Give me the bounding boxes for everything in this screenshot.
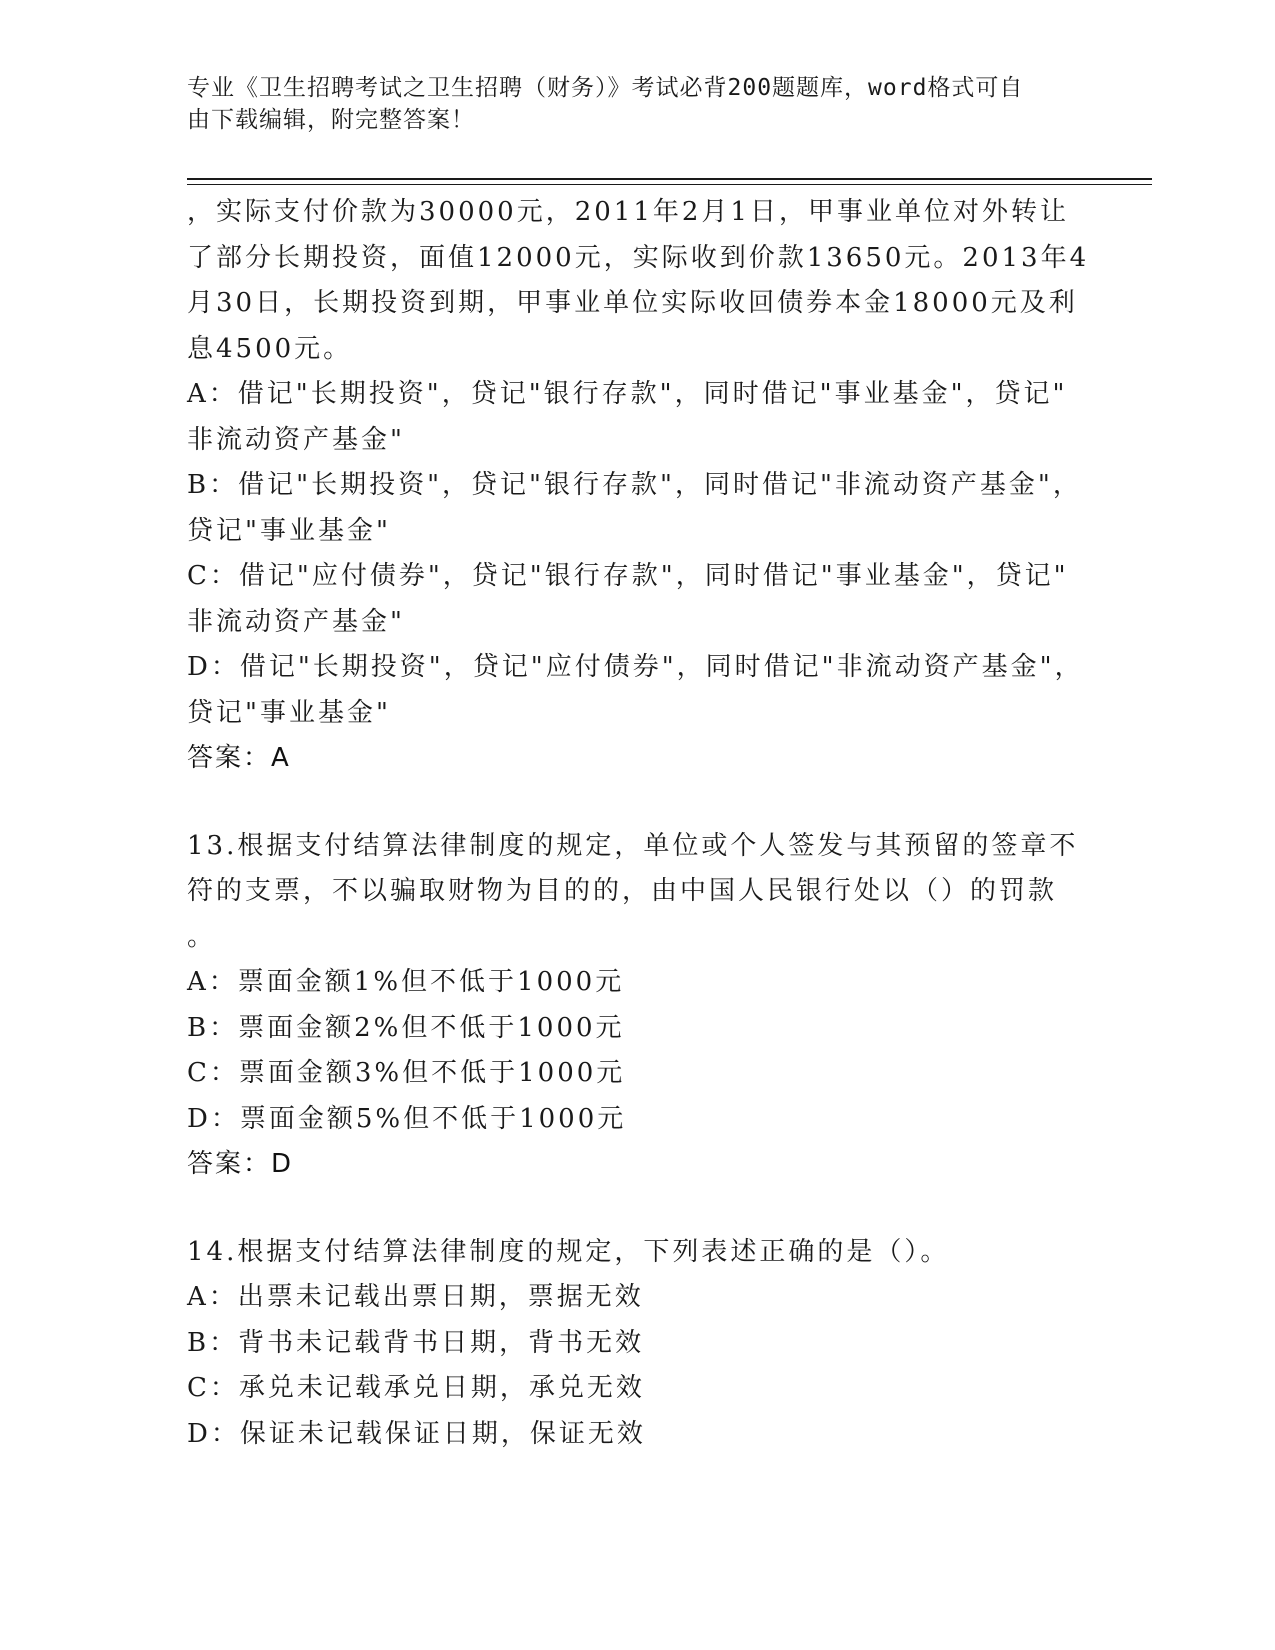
question-stem-line: 14.根据支付结算法律制度的规定，下列表述正确的是（）。 [187,1236,950,1267]
question-stem-line: 息4500元。 [187,333,353,364]
header-divider [187,178,1152,180]
answer-label: 答案：A [187,743,291,773]
option-d: D：保证未记载保证日期，保证无效 [187,1418,646,1449]
question-stem-line: ，实际支付价款为30000元，2011年2月1日，甲事业单位对外转让 [187,197,1069,227]
option-b: B：借记"长期投资"，贷记"银行存款"，同时借记"非流动资产基金"， [187,470,1082,500]
question-stem-line: 13.根据支付结算法律制度的规定，单位或个人签发与其预留的签章不 [187,830,1079,861]
option-c: C：借记"应付债券"，贷记"银行存款"，同时借记"事业基金"，贷记" [187,561,1069,591]
question-stem-line: 。 [187,921,217,952]
option-d: D：借记"长期投资"，贷记"应付债券"，同时借记"非流动资产基金"， [187,652,1084,682]
option-c: C：票面金额3%但不低于1000元 [187,1058,626,1088]
option-a: A：出票未记载出票日期，票据无效 [187,1282,644,1312]
question-12 [187,190,1090,782]
question-13 [187,824,1087,1188]
answer-label: 答案：D [187,1149,294,1179]
question-14 [187,1230,1087,1458]
header-divider-thin [187,184,1152,185]
document-body [187,190,1090,1457]
page-header [187,72,1067,136]
question-stem-line: 符的支票，不以骗取财物为目的的，由中国人民银行处以（）的罚款 [187,876,1058,906]
header-line: 专业《卫生招聘考试之卫生招聘（财务）》考试必背200题题库，word格式可自 [187,75,1024,101]
option-b: B：票面金额2%但不低于1000元 [187,1012,625,1043]
option-a: A：票面金额1%但不低于1000元 [187,967,625,997]
spacer [187,782,1087,824]
option-a-cont: 非流动资产基金" [187,424,405,455]
option-c: C：承兑未记载承兑日期，承兑无效 [187,1373,645,1403]
option-d: D：票面金额5%但不低于1000元 [187,1103,627,1134]
spacer [187,1188,1087,1230]
header-line: 由下载编辑，附完整答案！ [187,107,475,133]
option-b: B：背书未记载背书日期，背书无效 [187,1327,645,1358]
option-d-cont: 贷记"事业基金" [187,697,391,728]
question-stem-line: 月30日，长期投资到期，甲事业单位实际收回债券本金18000元及利 [187,288,1078,318]
option-b-cont: 贷记"事业基金" [187,515,391,546]
option-a: A：借记"长期投资"，贷记"银行存款"，同时借记"事业基金"，贷记" [187,379,1068,409]
option-c-cont: 非流动资产基金" [187,606,405,637]
question-stem-line: 了部分长期投资，面值12000元，实际收到价款13650元。2013年4 [187,242,1090,273]
